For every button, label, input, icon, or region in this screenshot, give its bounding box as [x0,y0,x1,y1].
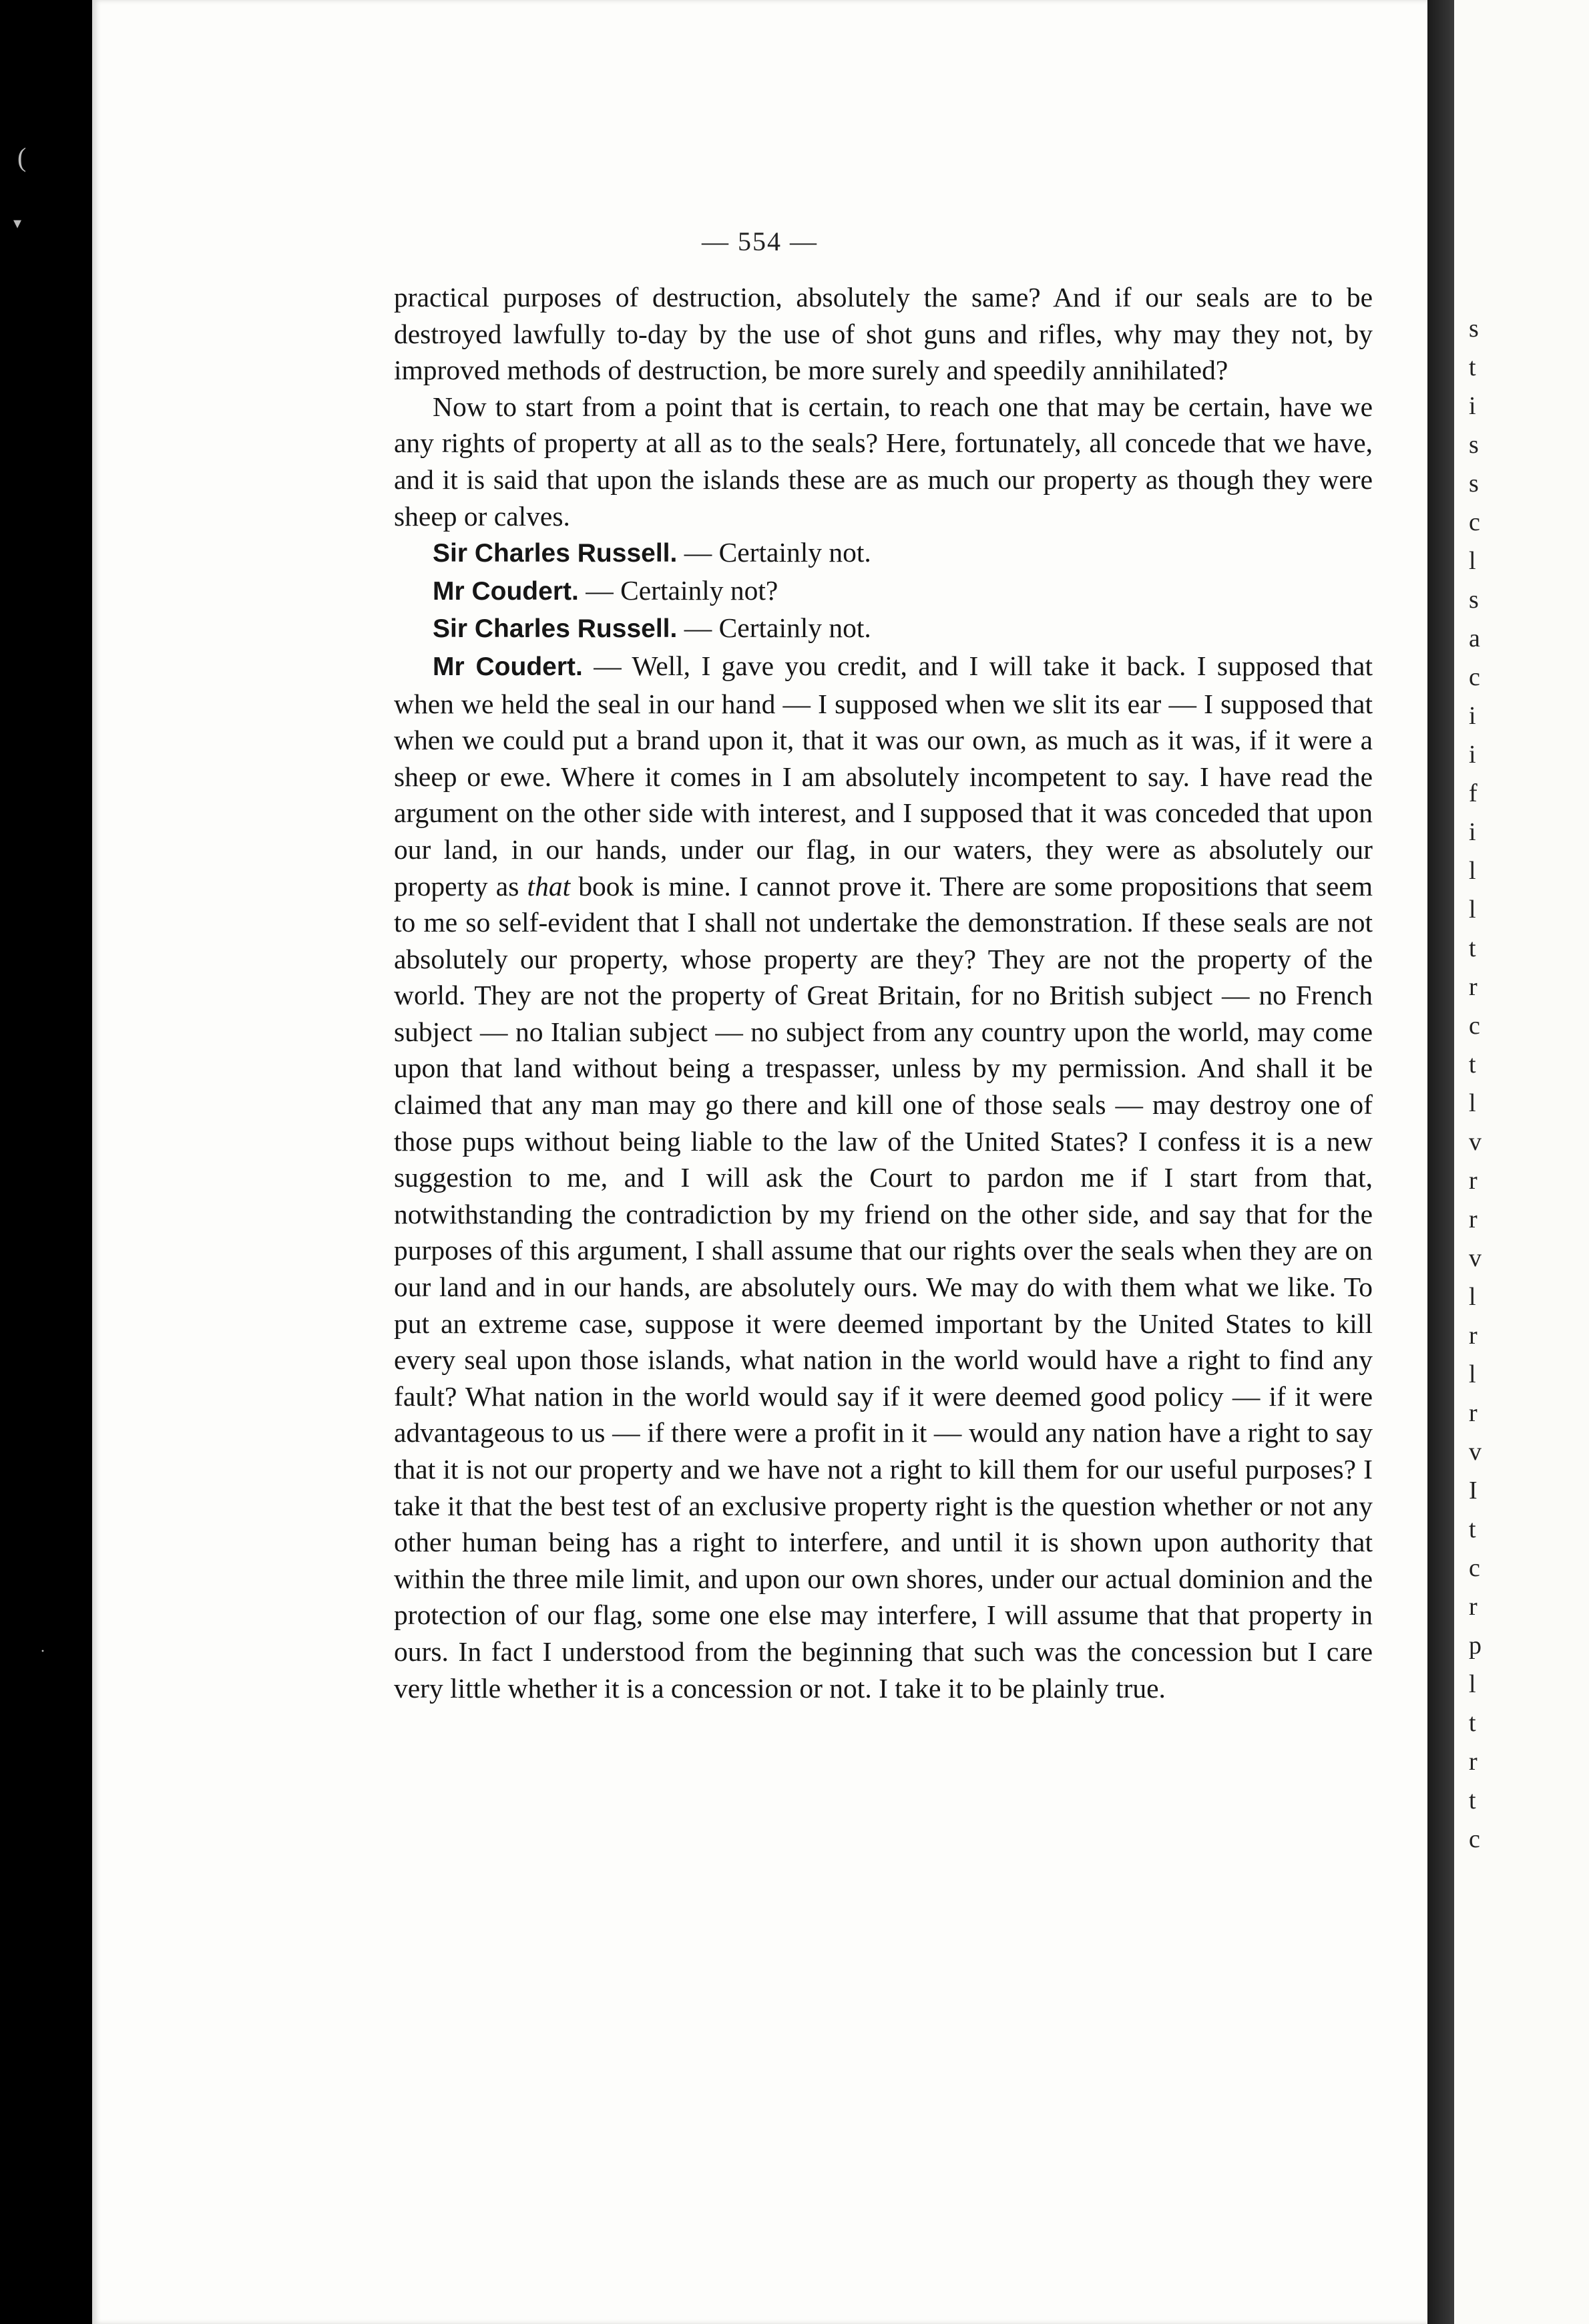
edge-letter: t [1469,1786,1476,1814]
edge-letter: p [1469,1631,1482,1660]
edge-letter: l [1469,1089,1476,1117]
edge-letter: c [1469,1825,1480,1853]
edge-letter: v [1469,1244,1482,1272]
paragraph-text: — Well, I gave you credit, and I will take it back. I supposed that when we held the seal in our hand — I supposed when we slit its ear — I supposed that when we could put a brand upon it, that it was our own, as much as it was, if it were a sheep or ewe. Where it comes in I am absolutely incompetent to say. I have read the argument on the other side with interest, and I supposed that it was conceded that upon our land, in our hands, under our flag, in our waters, they were as absolutely our property as [394,650,1373,902]
speaker-name: Sir Charles Russell. [433,539,678,568]
edge-letter: v [1469,1128,1482,1156]
paragraph-text: practical purposes of destruction, absolutely the same? And if our seals are to be destroyed lawfully to-day by the use of shot guns and rifles, why may they not, by improved methods of destruction, be more surely and speedily annihilated? [394,282,1373,386]
page-number: — 554 — [702,226,818,256]
edge-letter: t [1469,1050,1476,1079]
speaker-name: Mr Coudert. [433,576,579,606]
paragraph-text-continued: book is mine. I cannot prove it. There are some propositions that seem to me so self-evident that I shall not undertake the demonstration. If these seals are not absolutely our property, whose property are they? They are not the property of the world. They are not the property of Great Britain, for no British subject — no French subject — no Italian subject — no subject from any country upon the world, may come upon that land without being a trespasser, unless by my permission. And shall it be claimed that any man may go there and kill one of those seals — may destroy one of those pups without being liable to the law of the United States? I confess it is a new suggestion to me, and I will ask the Court to pardon me if I start from that, notwithstanding the contradiction by my friend on the other side, and say that for the purposes of this argument, I shall assume that our rights over the seals when they are on our land and in our hands, are absolutely ours. We may do with them what we like. To put an extreme case, suppose it were deemed important by the United States to kill every seal upon those islands, what nation in the world would have a right to find any fault? What nation in the world would say if it were deemed good policy — if it were advantageous to us — if there were a profit in it — would any nation have a right to say that it is not our property and we have not a right to kill them for our useful purposes? I take it that the best test of an exclusive property right is the question whether or not any other human being has a right to interfere, and until it is shown upon authority that within the three mile limit, and upon our own shores, under our actual dominion and the protection of our flag, some one else may interfere, I will assume that that property in ours. In fact I understood from the beginning that such was the concession but I care very little whether it is a concession or not. I take it to be plainly true. [394,870,1373,1704]
edge-letter: t [1469,353,1476,381]
edge-letter: l [1469,857,1476,885]
edge-letter: r [1469,1205,1478,1233]
edge-letter: r [1469,1593,1478,1621]
edge-letter: t [1469,1515,1476,1543]
edge-letter: i [1469,392,1476,420]
edge-letter: r [1469,1748,1478,1776]
edge-letter: l [1469,896,1476,924]
scan-speck: · [40,1643,45,1660]
scan-speck: ▾ [13,215,22,232]
edge-letter: i [1469,702,1476,730]
edge-letter: f [1469,779,1478,807]
prose-paragraph [394,279,1373,389]
page-body-text [394,279,1373,1706]
paragraph-text: Now to start from a point that is certain, to reach one that may be certain, have we any rights of property at all as to the seals? Here, fortunately, all concede that we have, and it is said that upon the islands these are as much our property as though they were sheep or calves. [394,391,1373,532]
edge-letter: t [1469,1709,1476,1737]
next-page-edge [1454,0,1589,2324]
edge-letter: l [1469,1360,1476,1388]
edge-letter: I [1469,1477,1478,1505]
edge-letter: c [1469,1554,1480,1582]
edge-letter: v [1469,1438,1482,1466]
paragraph-text: — Certainly not. [677,612,871,644]
edge-letter: l [1469,1283,1476,1311]
edge-letter: s [1469,431,1479,459]
edge-letter: c [1469,508,1480,536]
speech-paragraph [394,610,1373,648]
edge-letter: i [1469,741,1476,769]
edge-letter: s [1469,315,1479,343]
edge-letter: i [1469,818,1476,846]
edge-letter: r [1469,1167,1478,1195]
emphasized-word: that [527,870,571,902]
edge-letter: s [1469,469,1479,498]
edge-letter: r [1469,1399,1478,1427]
edge-letter: c [1469,1012,1480,1040]
book-page [92,0,1427,2324]
speech-paragraph [394,534,1373,572]
paragraph-text: — Certainly not. [677,537,871,568]
edge-letter: a [1469,624,1480,652]
paragraph-text: — Certainly not? [578,574,778,606]
speaker-name: Sir Charles Russell. [433,614,678,644]
speech-paragraph [394,572,1373,610]
edge-letter: r [1469,973,1478,1001]
speech-paragraph [394,648,1373,1706]
edge-letter: r [1469,1322,1478,1350]
scan-speck: ( [17,142,27,172]
edge-letter: c [1469,663,1480,691]
book-gutter [1427,0,1454,2324]
speaker-name: Mr Coudert. [433,652,583,681]
edge-letter: l [1469,547,1476,575]
edge-letter: s [1469,586,1479,614]
edge-letter: l [1469,1670,1476,1698]
prose-paragraph [394,389,1373,534]
edge-letter: t [1469,934,1476,962]
